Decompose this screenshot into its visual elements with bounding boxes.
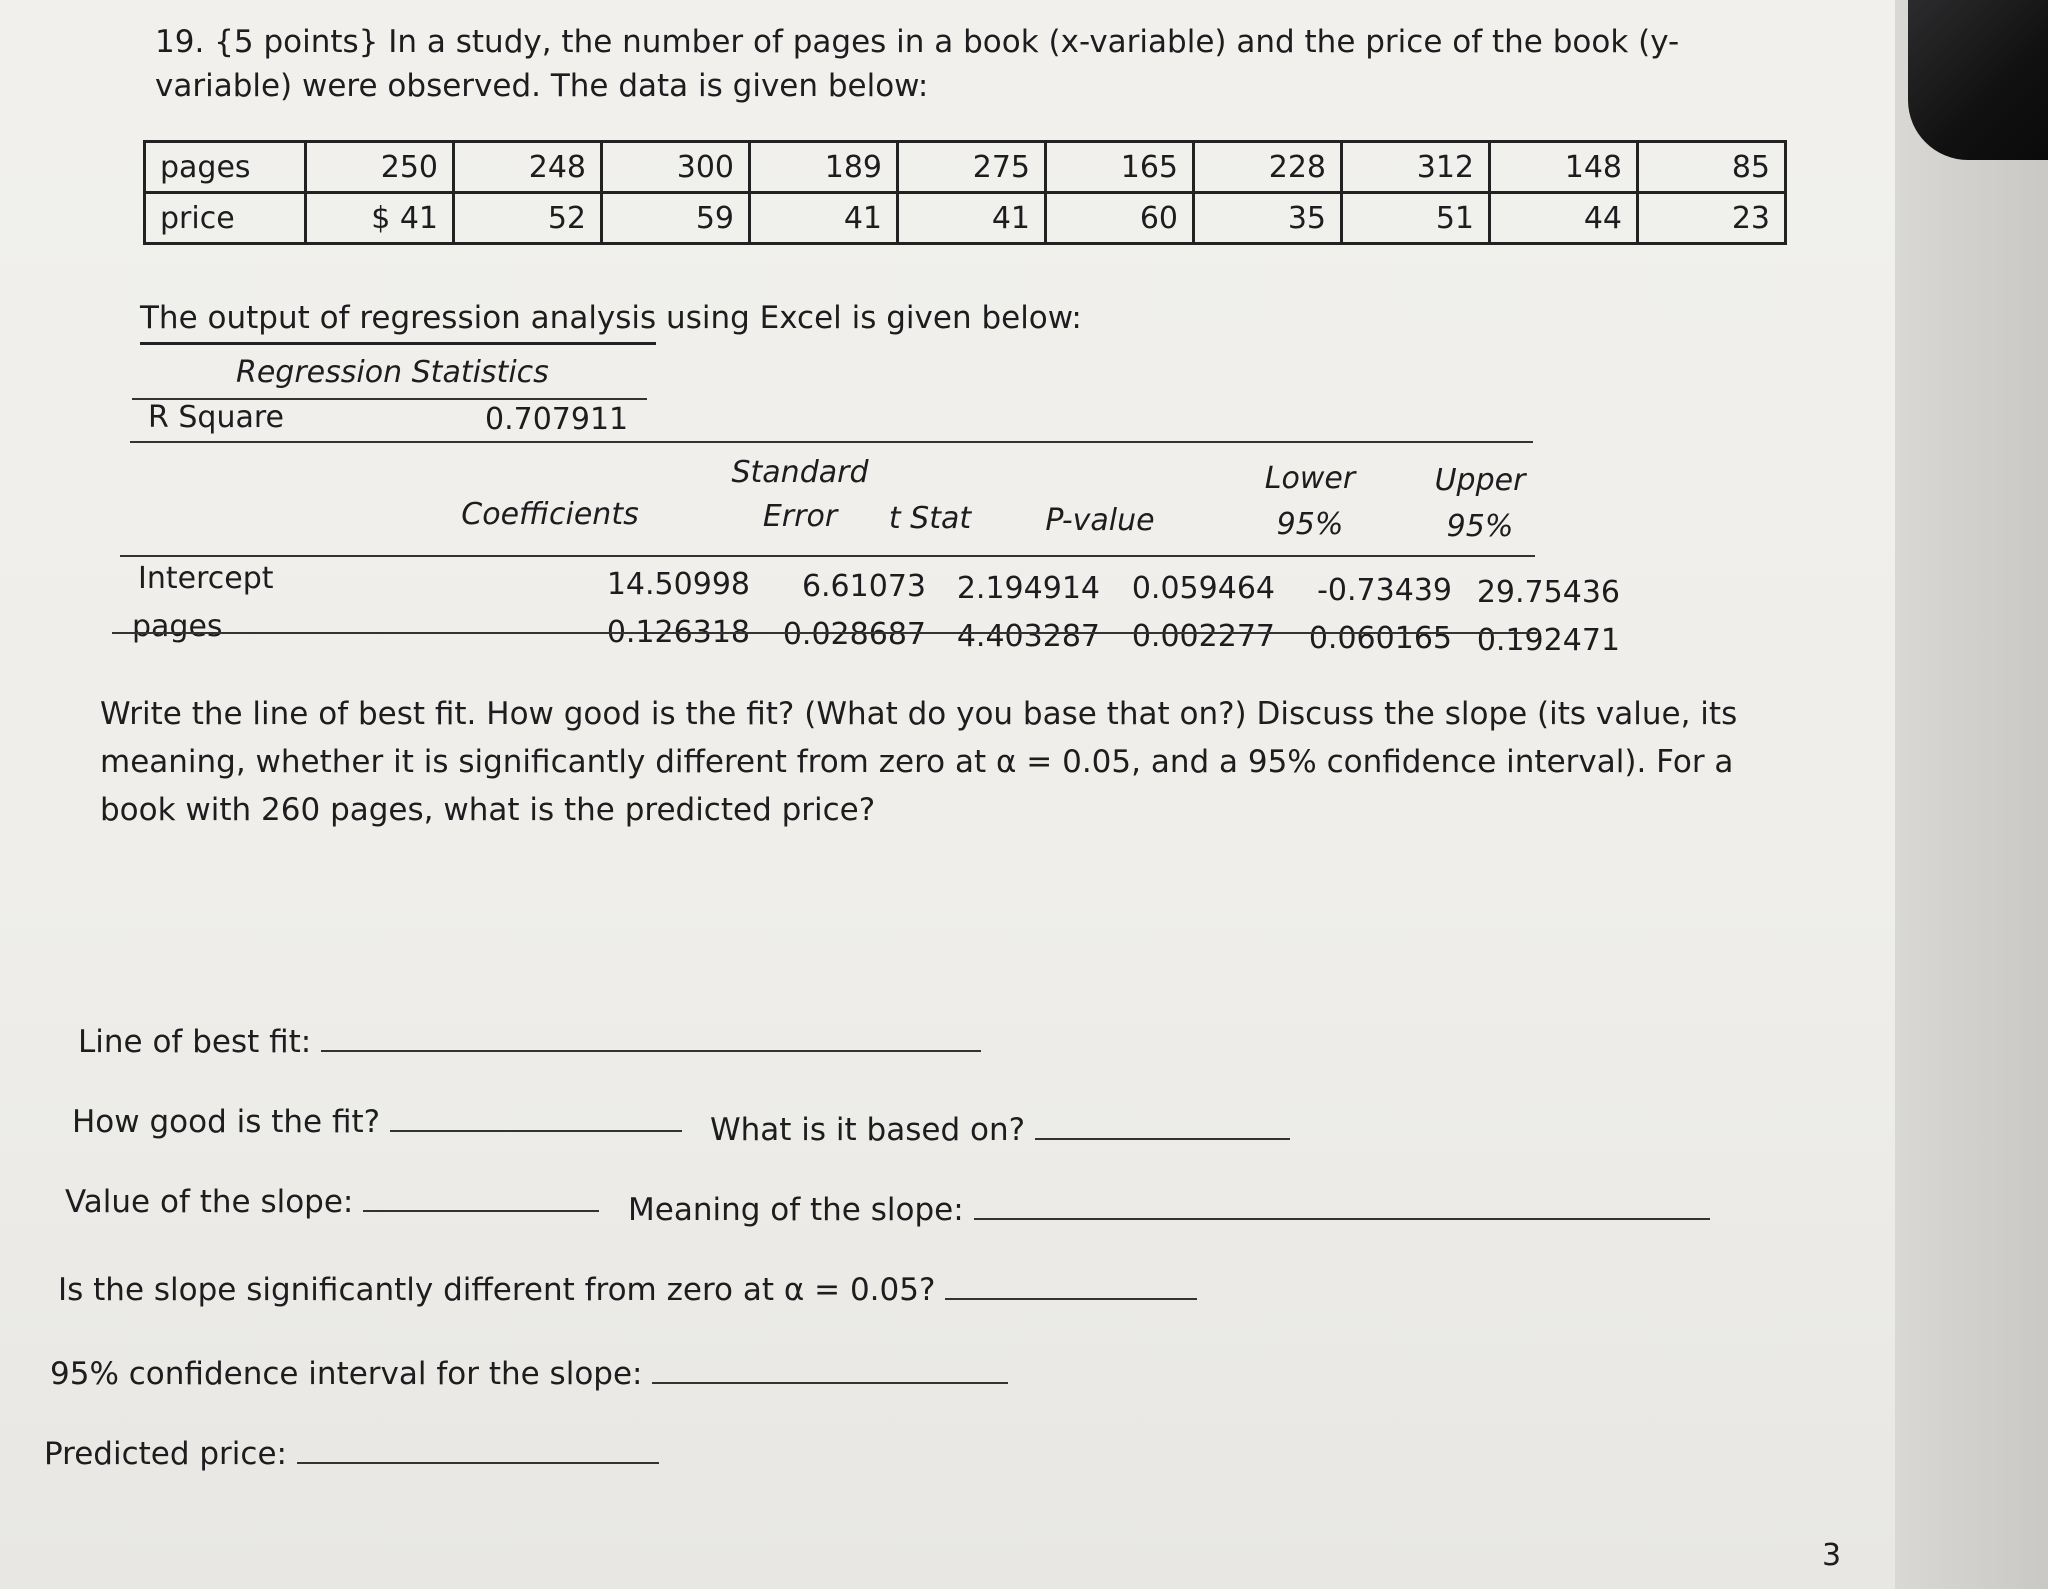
r-square-label: R Square bbox=[148, 400, 284, 435]
data-cell: 165 bbox=[1046, 142, 1194, 193]
data-cell: 148 bbox=[1490, 142, 1638, 193]
data-cell: 35 bbox=[1194, 193, 1342, 244]
pages-upper-95: 0.192471 bbox=[1476, 623, 1620, 658]
significance-label: Is the slope significantly different from zero at α = 0.05? bbox=[58, 1272, 936, 1308]
data-cell: $ 41 bbox=[306, 193, 454, 244]
header-lower-95: 95% bbox=[1276, 507, 1344, 542]
rule-line bbox=[130, 441, 1533, 443]
confidence-interval-blank[interactable] bbox=[652, 1352, 1008, 1384]
price-row bbox=[145, 193, 1786, 244]
header-coefficients: Coefficients bbox=[461, 497, 639, 532]
data-cell: 59 bbox=[602, 193, 750, 244]
page-number: 3 bbox=[1822, 1538, 1842, 1573]
row-label-pages: pages bbox=[132, 609, 223, 644]
data-cell: 51 bbox=[1342, 193, 1490, 244]
data-table bbox=[143, 140, 1787, 245]
based-on-label: What is it based on? bbox=[710, 1112, 1026, 1148]
intercept-coefficient: 14.50998 bbox=[606, 567, 750, 602]
regression-intro bbox=[140, 300, 1082, 336]
data-cell: 44 bbox=[1490, 193, 1638, 244]
header-upper: Upper bbox=[1434, 463, 1526, 498]
significance-prompt bbox=[58, 1268, 1197, 1308]
regression-statistics-title: Regression Statistics bbox=[236, 355, 549, 390]
line-of-best-fit-blank[interactable] bbox=[321, 1020, 981, 1052]
intercept-p-value: 0.059464 bbox=[1131, 571, 1275, 606]
data-cell: 312 bbox=[1342, 142, 1490, 193]
data-cell: 41 bbox=[898, 193, 1046, 244]
line-of-best-fit-label: Line of best fit: bbox=[78, 1024, 312, 1060]
significance-blank[interactable] bbox=[945, 1268, 1197, 1300]
header-t-stat: t Stat bbox=[888, 501, 972, 536]
intercept-std-error: 6.61073 bbox=[801, 569, 926, 604]
how-good-prompt bbox=[72, 1100, 682, 1140]
data-cell: 275 bbox=[898, 142, 1046, 193]
r-square-value: 0.707911 bbox=[485, 402, 629, 437]
based-on-blank[interactable] bbox=[1035, 1108, 1290, 1140]
how-good-blank[interactable] bbox=[390, 1100, 682, 1132]
pages-row bbox=[145, 142, 1786, 193]
regression-intro-underlined: The output of regression analysis bbox=[140, 300, 656, 345]
pages-row-label: pages bbox=[145, 142, 306, 193]
header-lower: Lower bbox=[1264, 461, 1356, 496]
data-cell: 250 bbox=[306, 142, 454, 193]
dark-object-corner bbox=[1908, 0, 2048, 160]
price-row-label: price bbox=[145, 193, 306, 244]
data-cell: 23 bbox=[1638, 193, 1786, 244]
page-edge-shadow bbox=[1895, 0, 2048, 1589]
pages-std-error: 0.028687 bbox=[782, 617, 926, 652]
slope-meaning-prompt bbox=[628, 1188, 1710, 1228]
slope-meaning-blank[interactable] bbox=[974, 1188, 1710, 1220]
confidence-interval-label: 95% confidence interval for the slope: bbox=[50, 1356, 643, 1392]
header-standard: Standard bbox=[731, 455, 869, 490]
pages-coefficient: 0.126318 bbox=[606, 615, 750, 650]
predicted-price-blank[interactable] bbox=[297, 1432, 659, 1464]
rule-line bbox=[112, 632, 1537, 634]
pages-t-stat: 4.403287 bbox=[956, 619, 1100, 654]
question-text: 19. {5 points} In a study, the number of pages in a book (x-variable) and the price of the book (y-variable) were observed. The data is given below: bbox=[155, 24, 1680, 104]
intercept-t-stat: 2.194914 bbox=[956, 571, 1100, 606]
regression-intro-rest: using Excel is given below: bbox=[656, 300, 1082, 336]
pages-p-value: 0.002277 bbox=[1131, 619, 1275, 654]
data-cell: 228 bbox=[1194, 142, 1342, 193]
line-of-best-fit-prompt bbox=[78, 1020, 981, 1060]
how-good-label: How good is the fit? bbox=[72, 1104, 381, 1140]
slope-value-label: Value of the slope: bbox=[65, 1184, 354, 1220]
predicted-price-prompt bbox=[44, 1432, 659, 1472]
data-cell: 189 bbox=[750, 142, 898, 193]
rule-line bbox=[120, 555, 1535, 557]
data-cell: 60 bbox=[1046, 193, 1194, 244]
predicted-price-label: Predicted price: bbox=[44, 1436, 287, 1472]
data-cell: 85 bbox=[1638, 142, 1786, 193]
row-label-intercept: Intercept bbox=[138, 561, 274, 596]
based-on-prompt bbox=[710, 1108, 1290, 1148]
data-cell: 52 bbox=[454, 193, 602, 244]
intercept-upper-95: 29.75436 bbox=[1476, 575, 1620, 610]
header-upper-95: 95% bbox=[1446, 509, 1514, 544]
slope-value-blank[interactable] bbox=[363, 1180, 599, 1212]
pages-lower-95: 0.060165 bbox=[1308, 621, 1452, 656]
confidence-interval-prompt bbox=[50, 1352, 1008, 1392]
slope-value-prompt bbox=[65, 1180, 599, 1220]
data-cell: 41 bbox=[750, 193, 898, 244]
task-text: Write the line of best fit. How good is the fit? (What do you base that on?) Discuss the slope (its value, its meaning, whether it is significantly different from zero at α = 0.05, and a 95% confidence interval). For a book with 260 pages, what is the predicted price? bbox=[100, 696, 1738, 828]
header-error: Error bbox=[762, 499, 838, 534]
slope-meaning-label: Meaning of the slope: bbox=[628, 1192, 964, 1228]
data-cell: 248 bbox=[454, 142, 602, 193]
intercept-lower-95: -0.73439 bbox=[1317, 573, 1452, 608]
header-p-value: P-value bbox=[1045, 503, 1155, 538]
data-cell: 300 bbox=[602, 142, 750, 193]
